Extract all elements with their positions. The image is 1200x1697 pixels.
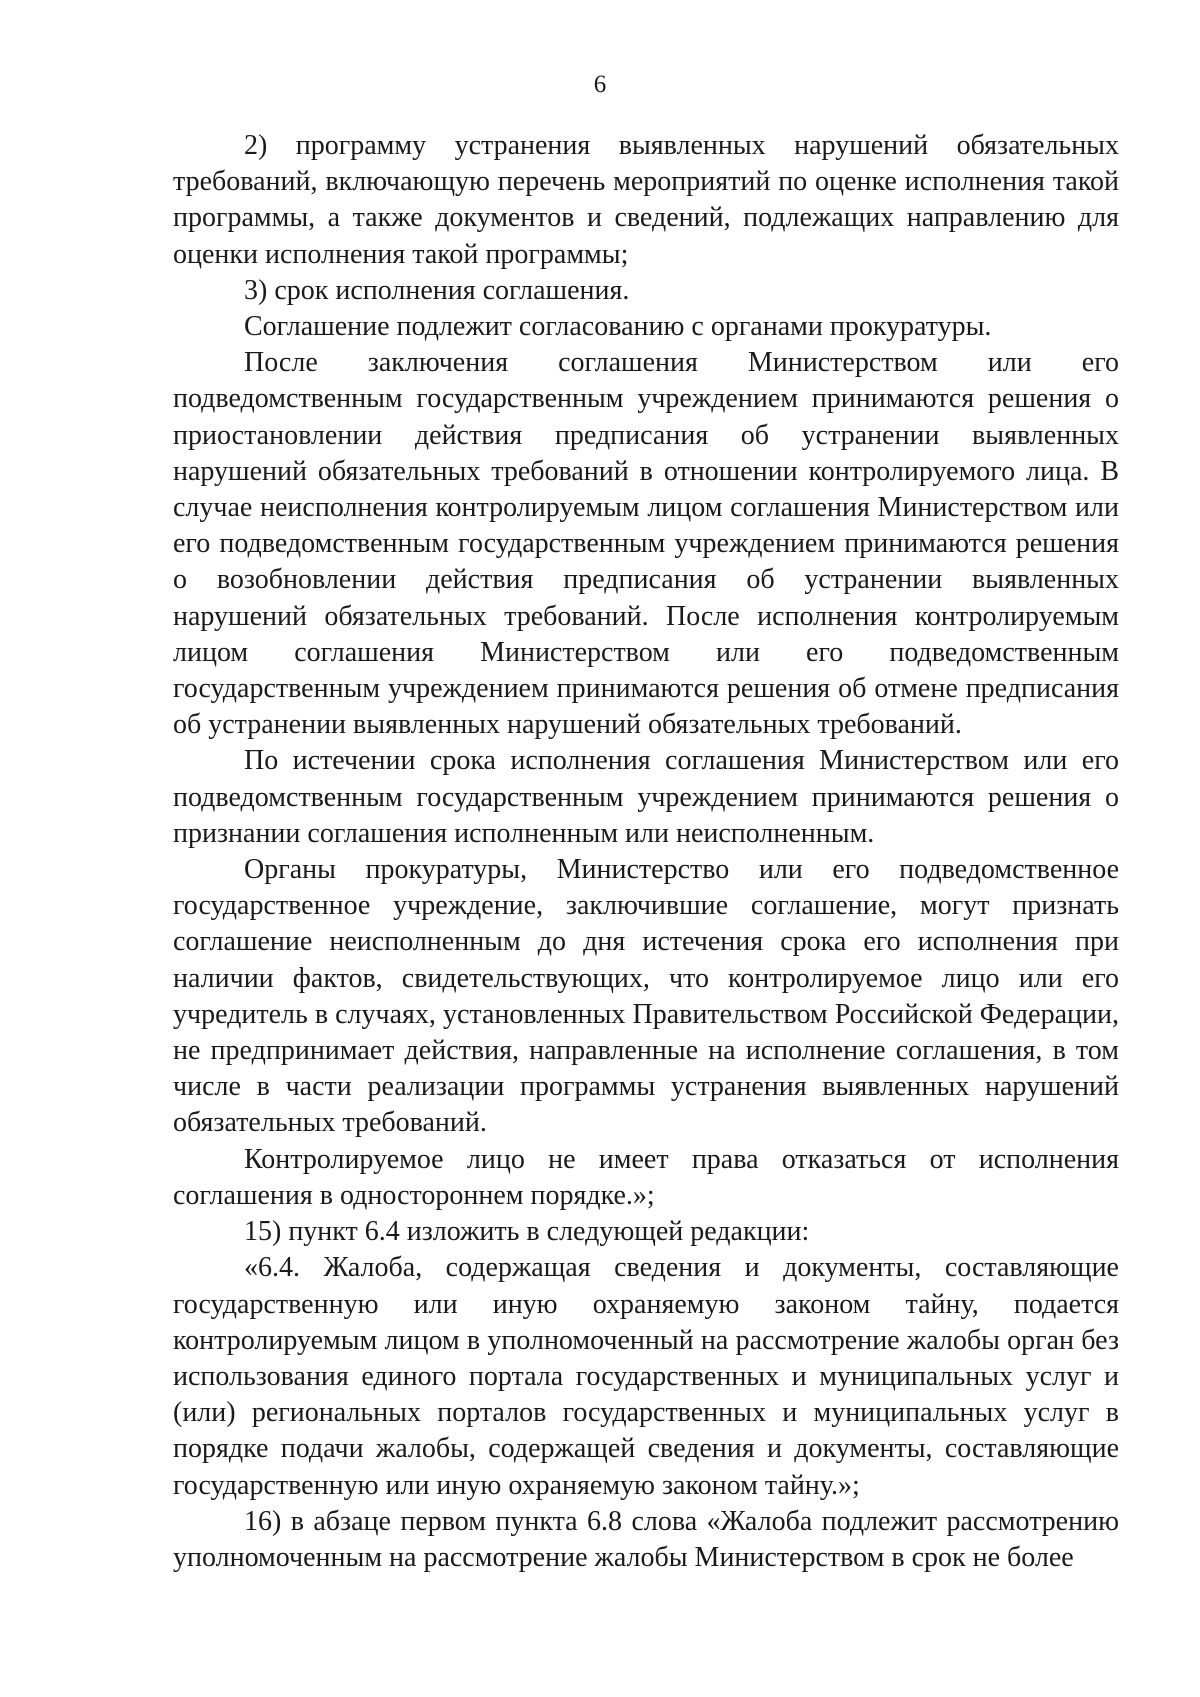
page-number: 6: [593, 71, 607, 98]
paragraph-prosecutor-approval: Соглашение подлежит согласованию с органами прокуратуры.: [244, 311, 992, 343]
paragraph-item-2: 2) программу устранения выявленных нарушений обязательных требований, включающую перечень мероприятий по оценке исполнения такой программы, а также документов и сведений, подлежащих направлению для оценки исполнения такой программы;: [173, 130, 1119, 270]
paragraph-item-16: 16) в абзаце первом пункта 6.8 слова «Жалоба подлежит рассмотрению уполномоченным на рассмотрение жалобы Министерством в срок не более: [173, 1505, 1119, 1573]
paragraph-after-agreement: После заключения соглашения Министерством или его подведомственным государственным учреждением принимаются решения о приостановлении действия предписания об устранении выявленных нарушений обязательных требований в отношении контролируемого лица. В случае неисполнения контролируемым лицом соглашения Министерством или его подведомственным государственным учреждением принимаются решения о возобновлении действия предписания об устранении выявленных нарушений обязательных требований. После исполнения контролируемым лицом соглашения Министерством или его подведомственным государственным учреждением принимаются решения об отмене предписания об устранении выявленных нарушений обязательных требований.: [173, 347, 1119, 741]
paragraph-clause-6-4: «6.4. Жалоба, содержащая сведения и документы, составляющие государственную или иную охраняемую законом тайну, подается контролируемым лицом в уполномоченный на рассмотрение жалобы орган без использования единого портала государственных и муниципальных услуг и (или) региональных порталов государственных и муниципальных услуг в порядке подачи жалобы, содержащей сведения и документы, составляющие государственную или иную охраняемую законом тайну.»;: [173, 1252, 1119, 1501]
paragraph-item-15: 15) пункт 6.4 изложить в следующей редакции:: [244, 1216, 810, 1248]
paragraph-item-3: 3) срок исполнения соглашения.: [244, 274, 630, 306]
document-body: [173, 128, 1119, 1576]
paragraph-agreement-expiry: По истечении срока исполнения соглашения Министерством или его подведомственным государственным учреждением принимаются решения о признании соглашения исполненным или неисполненным.: [173, 745, 1119, 849]
paragraph-no-refusal: Контролируемое лицо не имеет права отказаться от исполнения соглашения в одностороннем порядке.»;: [173, 1143, 1119, 1211]
paragraph-prosecutor-bodies: Органы прокуратуры, Министерство или его подведомственное государственное учреждение, заключившие соглашение, могут признать соглашение неисполненным до дня истечения срока его исполнения при наличии фактов, свидетельствующих, что контролируемое лицо или его учредитель в случаях, установленных Правительством Российской Федерации, не предпринимает действия, направленные на исполнение соглашения, в том числе в части реализации программы устранения выявленных нарушений обязательных требований.: [173, 854, 1119, 1139]
